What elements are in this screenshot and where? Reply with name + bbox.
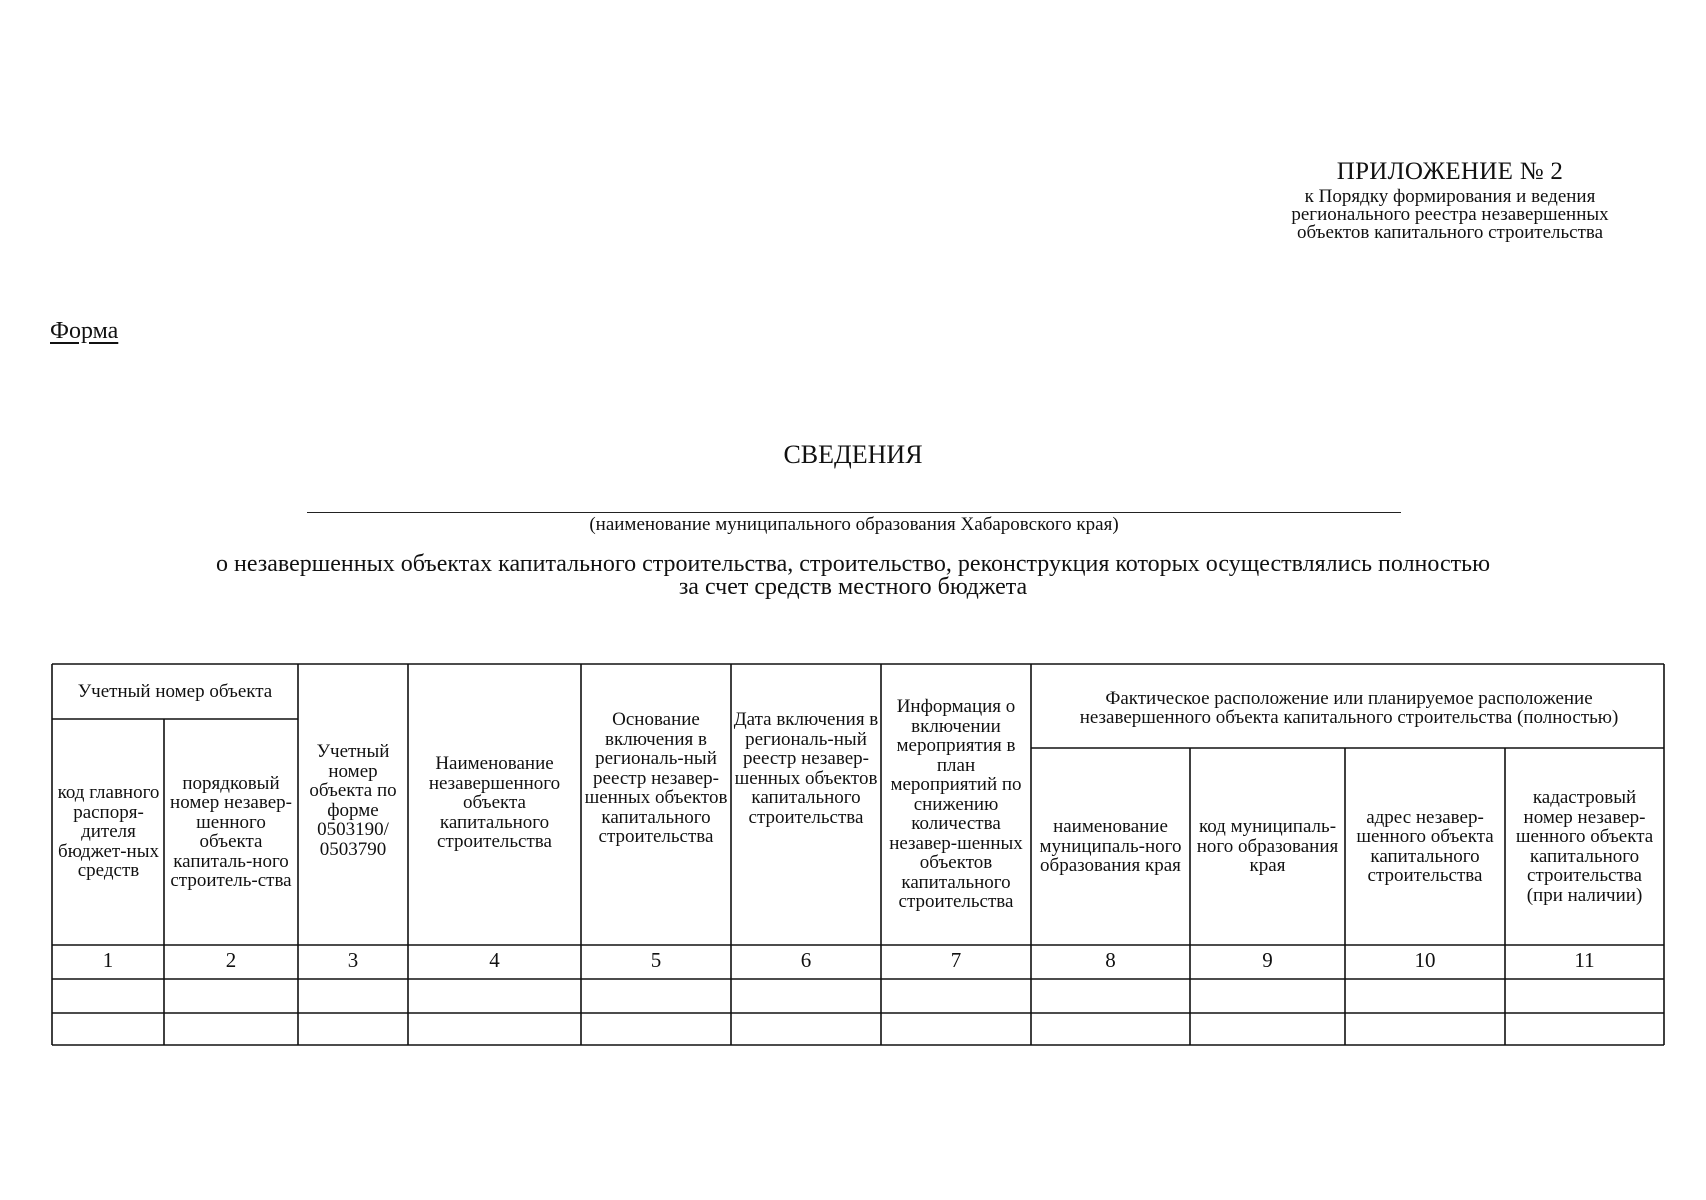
form-label: Форма <box>50 318 119 344</box>
col-number: 10 <box>1414 948 1436 972</box>
col-header-3: Учетный номер объекта по форме 0503190/ 0503790 <box>309 741 397 860</box>
col-number: 7 <box>950 948 962 972</box>
municipality-name-caption: (наименование муниципального образования Хабаровского края) <box>589 514 1119 535</box>
annex-subtitle-line: к Порядку формирования и ведения <box>1304 186 1596 207</box>
document-subject-line: за счет средств местного бюджета <box>678 574 1028 600</box>
table-row <box>52 1013 1664 1045</box>
annex-subtitle <box>1230 188 1670 242</box>
group-header-location: Фактическое расположение или планируемое расположение незавершенного объекта капитального строительства (полностью) <box>1079 687 1619 728</box>
group-header-accounting-number: Учетный номер объекта <box>77 680 273 702</box>
annex-title-text: ПРИЛОЖЕНИЕ № 2 <box>1336 158 1564 185</box>
table-row <box>52 979 1664 1013</box>
col-number: 5 <box>650 948 662 972</box>
col-header-1: код главного распоря-дителя бюджет-ных средств <box>57 782 160 882</box>
col-header-7: Информация о включении мероприятия в план мероприятий по снижению количества незавер-шенных объектов капитального строительства <box>889 696 1023 913</box>
col-number: 11 <box>1574 948 1595 972</box>
col-header-4: Наименование незавершенного объекта капитального строительства <box>428 753 561 852</box>
col-header-2: порядковый номер незавер-шенного объекта капиталь-ного строитель-ства <box>170 772 292 891</box>
annex-subtitle-line: регионального реестра незавершенных <box>1291 204 1609 225</box>
col-header-8: наименование муниципаль-ного образования края <box>1039 816 1182 877</box>
col-number: 2 <box>225 948 237 972</box>
document-subject <box>60 553 1646 599</box>
col-header-9: код муниципаль-ного образования края <box>1196 816 1339 877</box>
col-number: 3 <box>347 948 359 972</box>
col-header-6: Дата включения в региональ-ный реестр незавер-шенных объектов капитального строительства <box>733 709 879 828</box>
col-number: 1 <box>102 948 114 972</box>
col-number: 4 <box>489 948 500 972</box>
col-number: 6 <box>800 948 812 972</box>
municipality-name-line <box>307 512 1401 513</box>
col-number: 9 <box>1262 948 1273 972</box>
col-number: 8 <box>1105 948 1116 972</box>
col-header-11: кадастровый номер незавер-шенного объекта капитального строительства (при наличии) <box>1515 787 1654 906</box>
col-header-5: Основание включения в региональ-ный реестр незавер-шенных объектов капитального строительства <box>584 709 728 847</box>
document-subject-line: о незавершенных объектах капитального строительства, строительство, реконструкция которых осуществлялись полностью <box>215 551 1490 577</box>
col-header-10: адрес незавер-шенного объекта капитального строительства <box>1356 806 1494 886</box>
document-title: СВЕДЕНИЯ <box>783 440 923 469</box>
annex-subtitle-line: объектов капитального строительства <box>1296 222 1604 243</box>
annex-title <box>1230 158 1670 186</box>
